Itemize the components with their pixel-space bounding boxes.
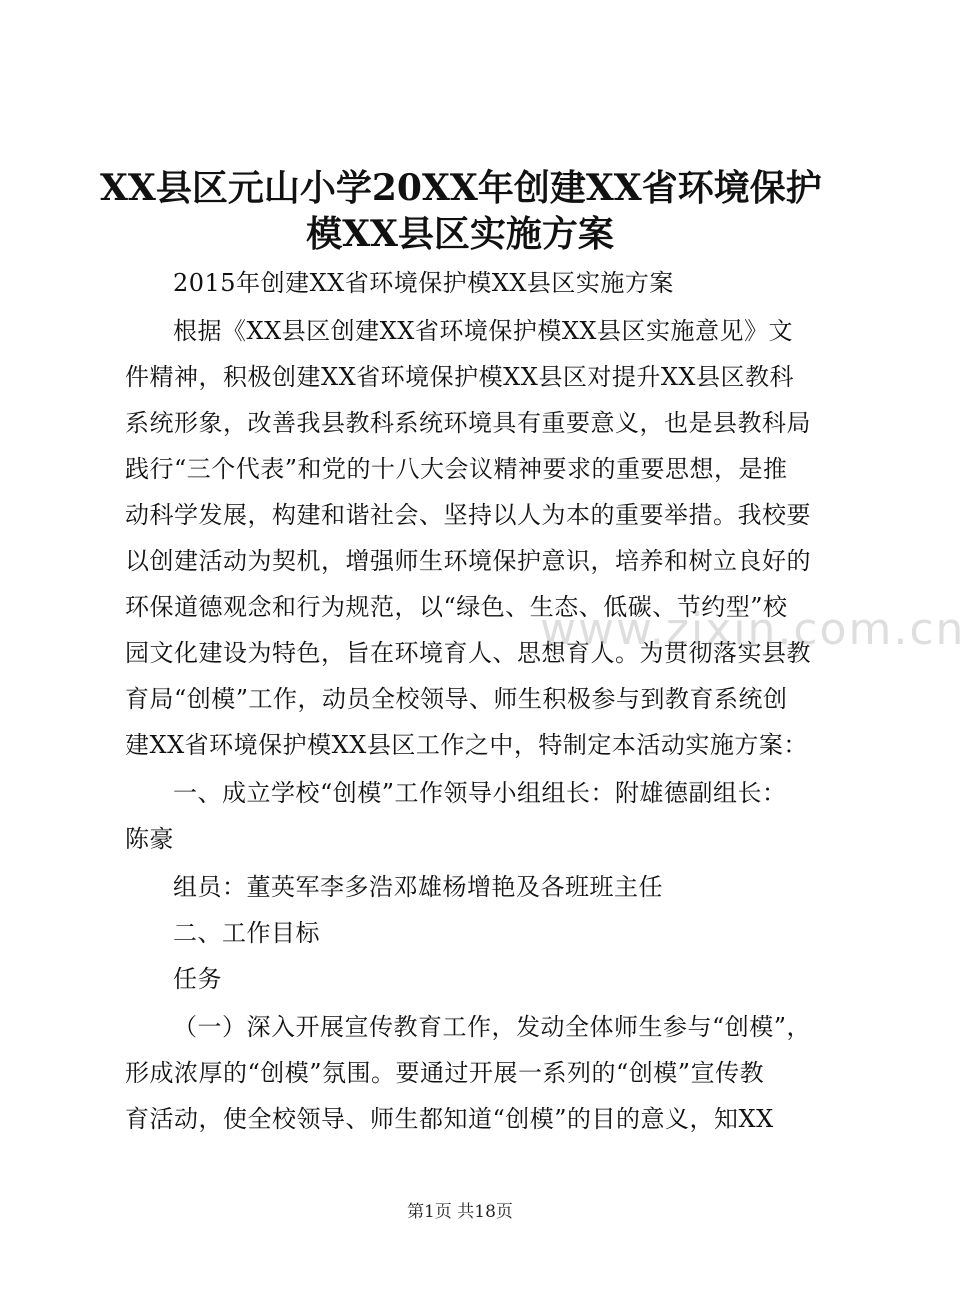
section-heading-2: 二、工作目标 [173,919,320,947]
paragraph-line: 育局“创模”工作，动员全校领导、师生积极参与到教育系统创 [125,685,788,713]
page-footer: 第1页 共18页 [407,1202,513,1222]
paragraph-line: 园文化建设为特色，旨在环境育人、思想育人。为贯彻落实县教 [125,639,811,667]
document-title-line-1: XX县区元山小学20XX年创建XX省环境保护 [100,167,822,209]
section-heading-1: 一、成立学校“创模”工作领导小组组长：附雄德副组长： [173,779,787,807]
subtitle-paragraph: 2015年创建XX省环境保护模XX县区实施方案 [173,269,674,297]
paragraph-line: （一）深入开展宣传教育工作，发动全体师生参与“创模”， [173,1013,812,1041]
paragraph-line: 形成浓厚的“创模”氛围。要通过开展一系列的“创模”宣传教 [125,1059,765,1087]
paragraph-line: 以创建活动为契机，增强师生环境保护意识，培养和树立良好的 [125,547,811,575]
paragraph-line: 践行“三个代表”和党的十八大会议精神要求的重要思想，是推 [125,455,788,483]
members-line: 组员：董英军李多浩邓雄杨增艳及各班班主任 [173,873,663,901]
paragraph-line: 陈豪 [125,825,174,853]
section-heading-2-cont: 任务 [173,965,222,993]
paragraph-line: 动科学发展，构建和谐社会、坚持以人为本的重要举措。我校要 [125,501,811,529]
paragraph-line: 环保道德观念和行为规范，以“绿色、生态、低碳、节约型”校 [125,593,788,621]
paragraph-line: 建XX省环境保护模XX县区工作之中，特制定本活动实施方案： [125,731,808,759]
watermark: www.zixin.com.cn [540,604,965,655]
paragraph-line: 育活动，使全校领导、师生都知道“创模”的目的意义，知XX [125,1105,774,1133]
paragraph-line: 根据《XX县区创建XX省环境保护模XX县区实施意见》文 [173,317,794,345]
paragraph-line: 系统形象，改善我县教科系统环境具有重要意义，也是县教科局 [125,409,811,437]
document-title-line-2: 模XX县区实施方案 [306,213,614,255]
paragraph-line: 件精神，积极创建XX省环境保护模XX县区对提升XX县区教科 [125,363,795,391]
